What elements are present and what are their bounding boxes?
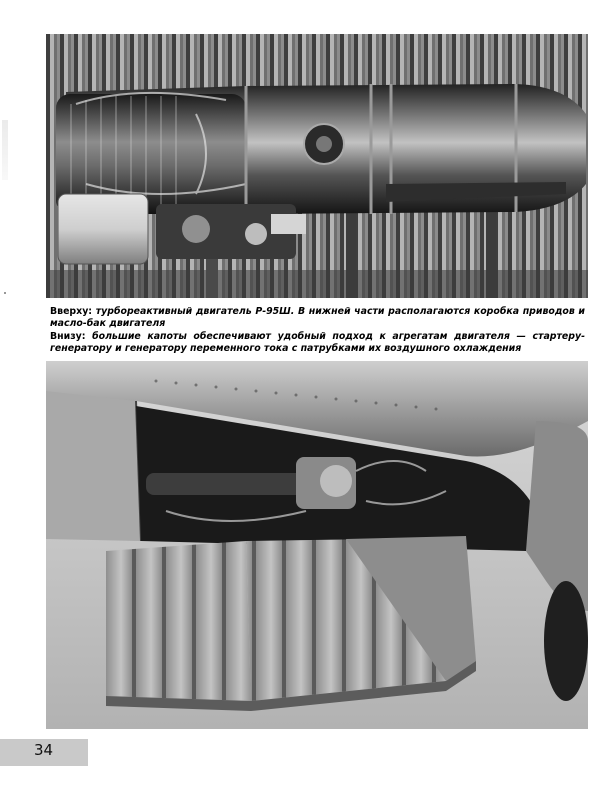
cowling-photo-illustration	[46, 361, 588, 729]
caption-top	[50, 306, 585, 329]
caption-bottom-text: большие капоты обеспечивают удобный подход к агрегатам двигателя — стартеру-генератору и генератору переменного тока с патрубками их воздушного охлаждения	[50, 331, 585, 354]
engine-photo	[46, 34, 588, 298]
caption-top-head: Вверху:	[50, 306, 93, 317]
caption-bottom-head: Внизу:	[50, 331, 86, 342]
cowling-photo	[46, 361, 588, 729]
page-number: 34	[34, 741, 54, 759]
caption-bottom	[50, 331, 585, 354]
scan-edge-mark	[2, 120, 8, 180]
scan-dust-dot	[4, 292, 6, 294]
caption-top-text: турбореактивный двигатель Р-95Ш. В нижней части располагаются коробка приводов и масло-бак двигателя	[50, 306, 585, 329]
engine-photo-illustration	[46, 34, 588, 298]
